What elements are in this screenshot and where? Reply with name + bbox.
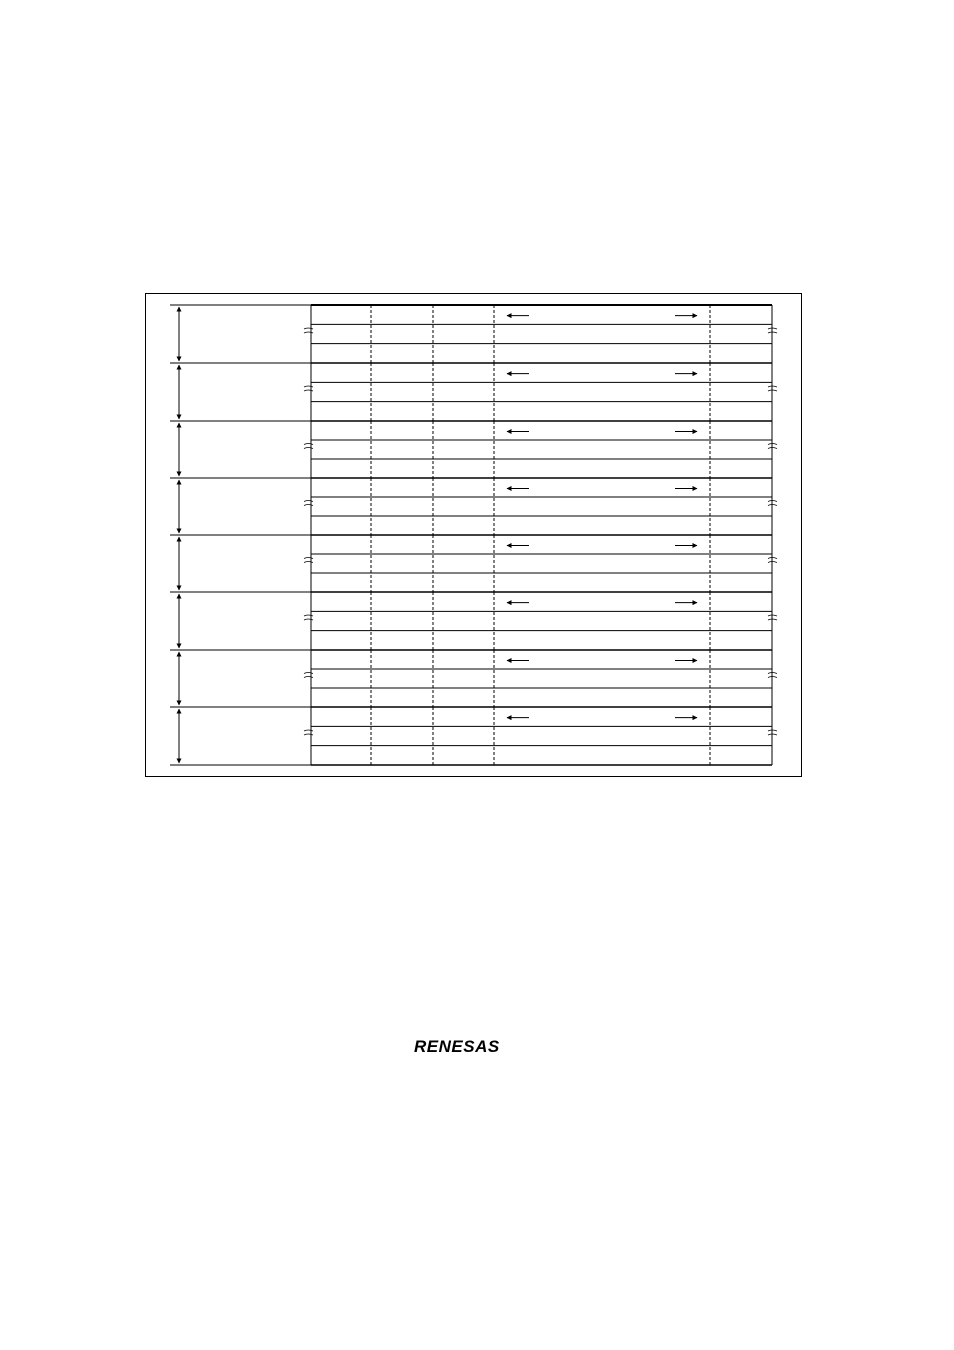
break-mark: [304, 444, 313, 449]
break-mark: [304, 673, 313, 678]
break-mark: [304, 501, 313, 506]
break-mark: [304, 730, 313, 735]
break-mark: [304, 328, 313, 333]
break-mark: [304, 386, 313, 391]
break-mark: [304, 615, 313, 620]
renesas-logo: [412, 1036, 534, 1056]
break-mark: [304, 558, 313, 563]
logo-text: RENESAS: [414, 1037, 500, 1056]
